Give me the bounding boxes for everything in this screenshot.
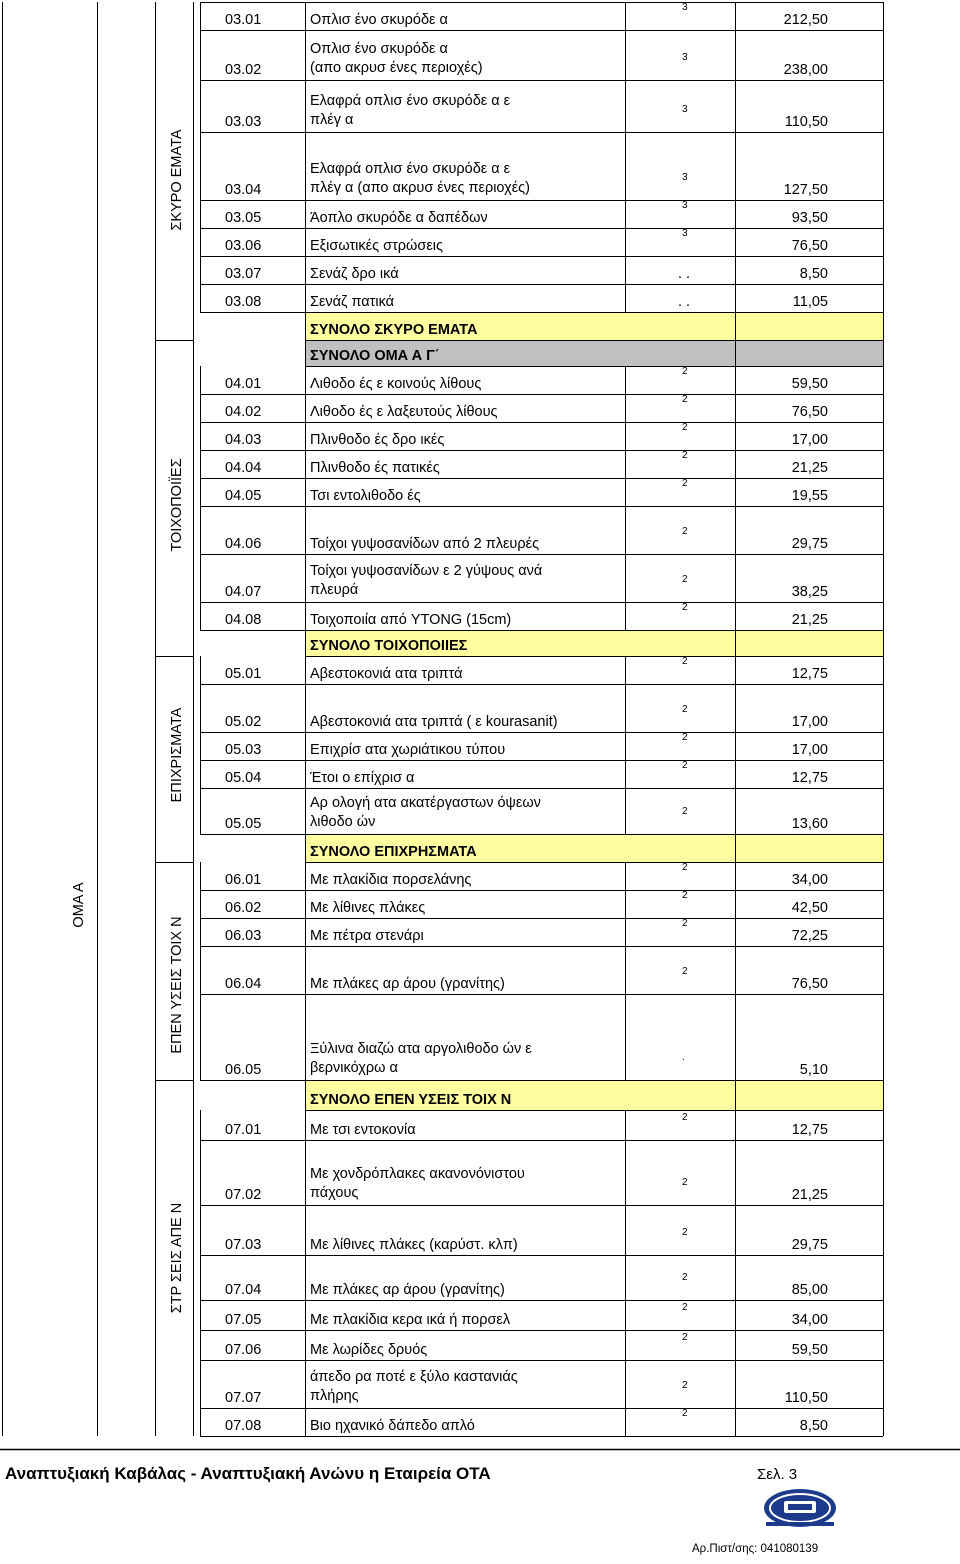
item-description: βερνικόχρω α: [310, 1060, 398, 1076]
item-description: Βιο ηχανικό δάπεδο απλό: [310, 1418, 475, 1434]
item-description: Αρ ολογή ατα ακατέργαστων όψεων: [310, 795, 541, 811]
total-row: [310, 348, 440, 364]
item-code: 04.05: [225, 488, 262, 504]
item-description: Λιθοδο ές ε λαξευτούς λίθους: [310, 404, 498, 420]
item-price: 34,00: [791, 872, 828, 888]
item-description: Τοιχοποιία από YTONG (15cm): [310, 612, 512, 628]
item-price: 13,60: [791, 816, 828, 832]
table-row: [225, 563, 828, 600]
section-label-plaster: ΕΠΙΧΡΙΣΜΑΤΑ: [169, 707, 185, 803]
item-code: 03.05: [225, 210, 262, 226]
item-unit: 3: [682, 200, 688, 211]
footer-page-number: Σελ. 3: [757, 1466, 798, 1483]
item-code: 05.01: [225, 666, 262, 682]
item-description: Με πλακίδια κερα ικά ή πορσελ: [310, 1312, 511, 1328]
item-unit: 2: [682, 806, 688, 817]
item-description: Με λωρίδες δρυός: [310, 1342, 428, 1358]
item-price: 19,55: [791, 488, 828, 504]
item-description: Αβεστοκονιά ατα τριπτά ( ε kourasanit): [310, 714, 558, 730]
table-row: [225, 294, 828, 310]
item-code: 05.04: [225, 770, 262, 786]
item-description: Λιθοδο ές ε κοινούς λίθους: [310, 376, 482, 392]
item-unit: 2: [682, 1177, 688, 1188]
item-description: Τσι εντολιθοδο ές: [310, 488, 421, 504]
item-unit: 3: [682, 172, 688, 183]
item-price: 21,25: [791, 612, 828, 628]
item-price: 8,50: [799, 266, 828, 282]
item-code: 03.03: [225, 114, 262, 130]
total-label: ΣΥΝΟΛΟ ΕΠΙΧΡΗΣΜΑΤΑ: [310, 844, 477, 860]
item-description: Αβεστοκονιά ατα τριπτά: [310, 666, 463, 682]
item-price: 8,50: [799, 1418, 828, 1434]
item-code: 07.02: [225, 1187, 262, 1203]
item-price: 21,25: [791, 460, 828, 476]
item-unit: 2: [682, 366, 688, 377]
item-code: 04.02: [225, 404, 262, 420]
table-row: [225, 918, 828, 944]
item-description: άπεδο ρα ποτέ ε ξύλο καστανιάς: [310, 1369, 518, 1385]
item-description: πάχους: [310, 1185, 359, 1201]
item-price: 12,75: [791, 770, 828, 786]
item-unit: 2: [682, 656, 688, 667]
item-description: Με λίθινες πλάκες (καρύστ. κλπ): [310, 1237, 518, 1253]
section-label-concrete: ΣΚΥΡΟ ΕΜΑΤΑ: [169, 129, 185, 231]
item-unit: 2: [682, 862, 688, 873]
item-description: Επιχρίσ ατα χωριάτικου τύπου: [310, 742, 506, 758]
item-price: 238,00: [783, 62, 828, 78]
item-description: Σενάζ δρο ικά: [310, 266, 399, 282]
table-row: [225, 93, 828, 130]
item-description: Με πέτρα στενάρι: [310, 928, 424, 944]
item-unit: 2: [682, 1302, 688, 1313]
item-unit: 2: [682, 1112, 688, 1123]
item-price: 21,25: [791, 1187, 828, 1203]
section-label-floor-finishes: ΣΤΡ ΣΕΙΣ ΑΠΕ Ν: [169, 1202, 185, 1314]
item-unit: 2: [682, 574, 688, 585]
total-row: [310, 322, 478, 338]
item-price: 5,10: [799, 1062, 828, 1078]
item-unit: 2: [682, 918, 688, 929]
item-description: Έτοι ο επίχρισ α: [310, 770, 415, 786]
total-row: [310, 844, 477, 860]
item-description: Τοίχοι γυψοσανίδων ε 2 γύψους ανά: [310, 563, 543, 579]
item-code: 06.03: [225, 928, 262, 944]
total-label: ΣΥΝΟΛΟ ΣΚΥΡΟ ΕΜΑΤΑ: [310, 322, 478, 338]
item-code: 07.08: [225, 1418, 262, 1434]
item-code: 06.04: [225, 976, 262, 992]
table-row: [225, 1332, 828, 1358]
item-unit: . .: [678, 294, 691, 310]
group-label: ΟΜΑ Α: [71, 882, 87, 928]
table-row: [225, 760, 828, 786]
item-description: (απο ακρυσ ένες περιοχές): [310, 60, 483, 76]
footer-company: Αναπτυξιακή Καβάλας - Αναπτυξιακή Ανώνυ η Εταιρεία ΟΤΑ: [5, 1464, 491, 1483]
section-label-masonry: ΤΟΙΧΟΠΟΙΪΕΣ: [169, 458, 185, 552]
table-row: [225, 1227, 828, 1253]
item-description: Οπλισ ένο σκυρόδε α: [310, 12, 448, 28]
item-description: Πλινθοδο ές δρο ικές: [310, 432, 445, 448]
table-row: [225, 478, 828, 504]
total-row: [310, 1092, 511, 1108]
item-unit: 2: [682, 1332, 688, 1343]
item-description: Ξύλινα διαζώ ατα αργολιθοδο ών ε: [310, 1041, 532, 1057]
table-row: [225, 2, 828, 28]
item-price: 110,50: [784, 114, 828, 130]
item-unit: 2: [682, 1227, 688, 1238]
item-price: 85,00: [791, 1282, 828, 1298]
item-code: 04.08: [225, 612, 262, 628]
item-price: 76,50: [791, 238, 828, 254]
table-row: [225, 228, 828, 254]
item-description: Τοίχοι γυψοσανίδων από 2 πλευρές: [310, 536, 540, 552]
item-code: 07.06: [225, 1342, 262, 1358]
item-unit: . .: [678, 266, 691, 282]
item-code: 03.04: [225, 182, 262, 198]
table-row: [225, 1166, 828, 1203]
item-price: 72,25: [791, 928, 828, 944]
item-price: 38,25: [791, 584, 828, 600]
item-price: 212,50: [783, 12, 828, 28]
table-row: [225, 602, 828, 628]
table-row: [225, 966, 828, 992]
table-row: [225, 450, 828, 476]
item-price: 29,75: [791, 536, 828, 552]
item-code: 07.05: [225, 1312, 262, 1328]
item-unit: 2: [682, 966, 688, 977]
table-row: [225, 704, 828, 730]
item-code: 04.03: [225, 432, 262, 448]
table-row: [225, 1112, 828, 1138]
item-code: 05.03: [225, 742, 262, 758]
item-code: 03.08: [225, 294, 262, 310]
item-unit: 2: [682, 394, 688, 405]
item-price: 12,75: [791, 666, 828, 682]
item-code: 05.02: [225, 714, 262, 730]
item-description: Ελαφρά οπλισ ένο σκυρόδε α ε: [310, 93, 511, 109]
item-description: Άοπλο σκυρόδε α δαπέδων: [310, 210, 488, 226]
item-unit: 2: [682, 732, 688, 743]
item-code: 07.01: [225, 1122, 262, 1138]
table-row: [225, 200, 828, 226]
item-unit: 2: [682, 422, 688, 433]
item-unit: 2: [682, 602, 688, 613]
item-code: 04.01: [225, 376, 262, 392]
section-label-wall-cladding: ΕΠΕΝ ΥΣΕΙΣ ΤΟΙΧ Ν: [169, 916, 185, 1054]
total-label: ΣΥΝΟΛΟ ΕΠΕΝ ΥΣΕΙΣ ΤΟΙΧ Ν: [310, 1092, 512, 1108]
item-code: 06.05: [225, 1062, 262, 1078]
table-row: [225, 795, 828, 832]
item-code: 04.07: [225, 584, 262, 600]
item-unit: 2: [682, 760, 688, 771]
item-unit: 2: [682, 1380, 688, 1391]
item-price: 34,00: [791, 1312, 828, 1328]
table-row: [225, 1408, 828, 1434]
item-description: πλευρά: [310, 582, 359, 598]
item-unit: 2: [682, 526, 688, 537]
item-price: 127,50: [783, 182, 828, 198]
table-row: [225, 890, 828, 916]
item-unit: 2: [682, 450, 688, 461]
table-row: [225, 41, 828, 78]
table-row: [225, 161, 828, 198]
item-price: 17,00: [791, 714, 828, 730]
item-price: 42,50: [791, 900, 828, 916]
table-row: [225, 1272, 828, 1298]
item-code: 06.01: [225, 872, 262, 888]
certification-number: Αρ.Πιστ/σης: 041080139: [692, 1543, 819, 1555]
item-code: 07.07: [225, 1390, 262, 1406]
item-description: λιθοδο ών: [310, 814, 376, 830]
table-row: [225, 656, 828, 682]
item-description: Με πλακίδια πορσελάνης: [310, 872, 472, 888]
item-description: πλέγ α (απο ακρυσ ένες περιοχές): [310, 180, 530, 196]
item-unit: 2: [682, 1408, 688, 1419]
item-description: Ελαφρά οπλισ ένο σκυρόδε α ε: [310, 161, 511, 177]
item-unit: 3: [682, 2, 688, 13]
item-price: 110,50: [784, 1390, 828, 1406]
table-row: [225, 422, 828, 448]
item-unit: 3: [682, 228, 688, 239]
item-price: 17,00: [791, 432, 828, 448]
item-unit: 3: [682, 104, 688, 115]
item-description: πλέγ α: [310, 112, 354, 128]
table-row: [225, 526, 828, 552]
item-code: 03.01: [225, 12, 262, 28]
section-labels: [71, 129, 185, 1313]
item-price: 29,75: [791, 1237, 828, 1253]
item-unit: .: [682, 1052, 685, 1063]
total-row: [310, 638, 468, 654]
item-code: 04.04: [225, 460, 262, 476]
total-label: ΣΥΝΟΛΟ ΤΟΙΧΟΠΟΙΙΕΣ: [310, 638, 468, 654]
table-row: [225, 732, 828, 758]
item-price: 11,05: [792, 294, 828, 310]
table-row: [225, 366, 828, 392]
item-code: 04.06: [225, 536, 262, 552]
item-price: 59,50: [791, 1342, 828, 1358]
item-code: 05.05: [225, 816, 262, 832]
item-unit: 2: [682, 890, 688, 901]
item-code: 03.02: [225, 62, 262, 78]
item-description: Με χονδρόπλακες ακανονόνιστου: [310, 1166, 525, 1182]
item-description: Με τσι εντοκονία: [310, 1122, 416, 1138]
table-row: [225, 1369, 828, 1406]
item-price: 93,50: [791, 210, 828, 226]
item-code: 03.06: [225, 238, 262, 254]
table-row: [225, 266, 828, 282]
item-description: Πλινθοδο ές πατικές: [310, 460, 440, 476]
item-unit: 3: [682, 52, 688, 63]
table-row: [225, 394, 828, 420]
table-row: [225, 1041, 828, 1078]
item-description: Εξισωτικές στρώσεις: [310, 238, 443, 254]
item-description: Με πλάκες αρ άρου (γρανίτης): [310, 976, 505, 992]
item-description: πλήρης: [310, 1388, 359, 1404]
item-description: Με λίθινες πλάκες: [310, 900, 426, 916]
item-price: 12,75: [791, 1122, 828, 1138]
item-unit: 2: [682, 478, 688, 489]
price-table: [225, 2, 828, 1434]
item-price: 59,50: [791, 376, 828, 392]
item-description: Οπλισ ένο σκυρόδε α: [310, 41, 448, 57]
item-code: 06.02: [225, 900, 262, 916]
table-row: [225, 1302, 828, 1328]
table-row: [225, 862, 828, 888]
item-price: 17,00: [791, 742, 828, 758]
item-price: 76,50: [791, 404, 828, 420]
item-unit: 2: [682, 1272, 688, 1283]
item-code: 07.04: [225, 1282, 262, 1298]
item-description: Με πλάκες αρ άρου (γρανίτης): [310, 1282, 505, 1298]
certification-logo: [764, 1489, 836, 1527]
item-unit: 2: [682, 704, 688, 715]
item-description: Σενάζ πατικά: [310, 294, 395, 310]
item-price: 76,50: [791, 976, 828, 992]
total-label: ΣΥΝΟΛΟ ΟΜΑ Α Γ΄: [310, 348, 440, 364]
item-code: 03.07: [225, 266, 262, 282]
item-code: 07.03: [225, 1237, 262, 1253]
